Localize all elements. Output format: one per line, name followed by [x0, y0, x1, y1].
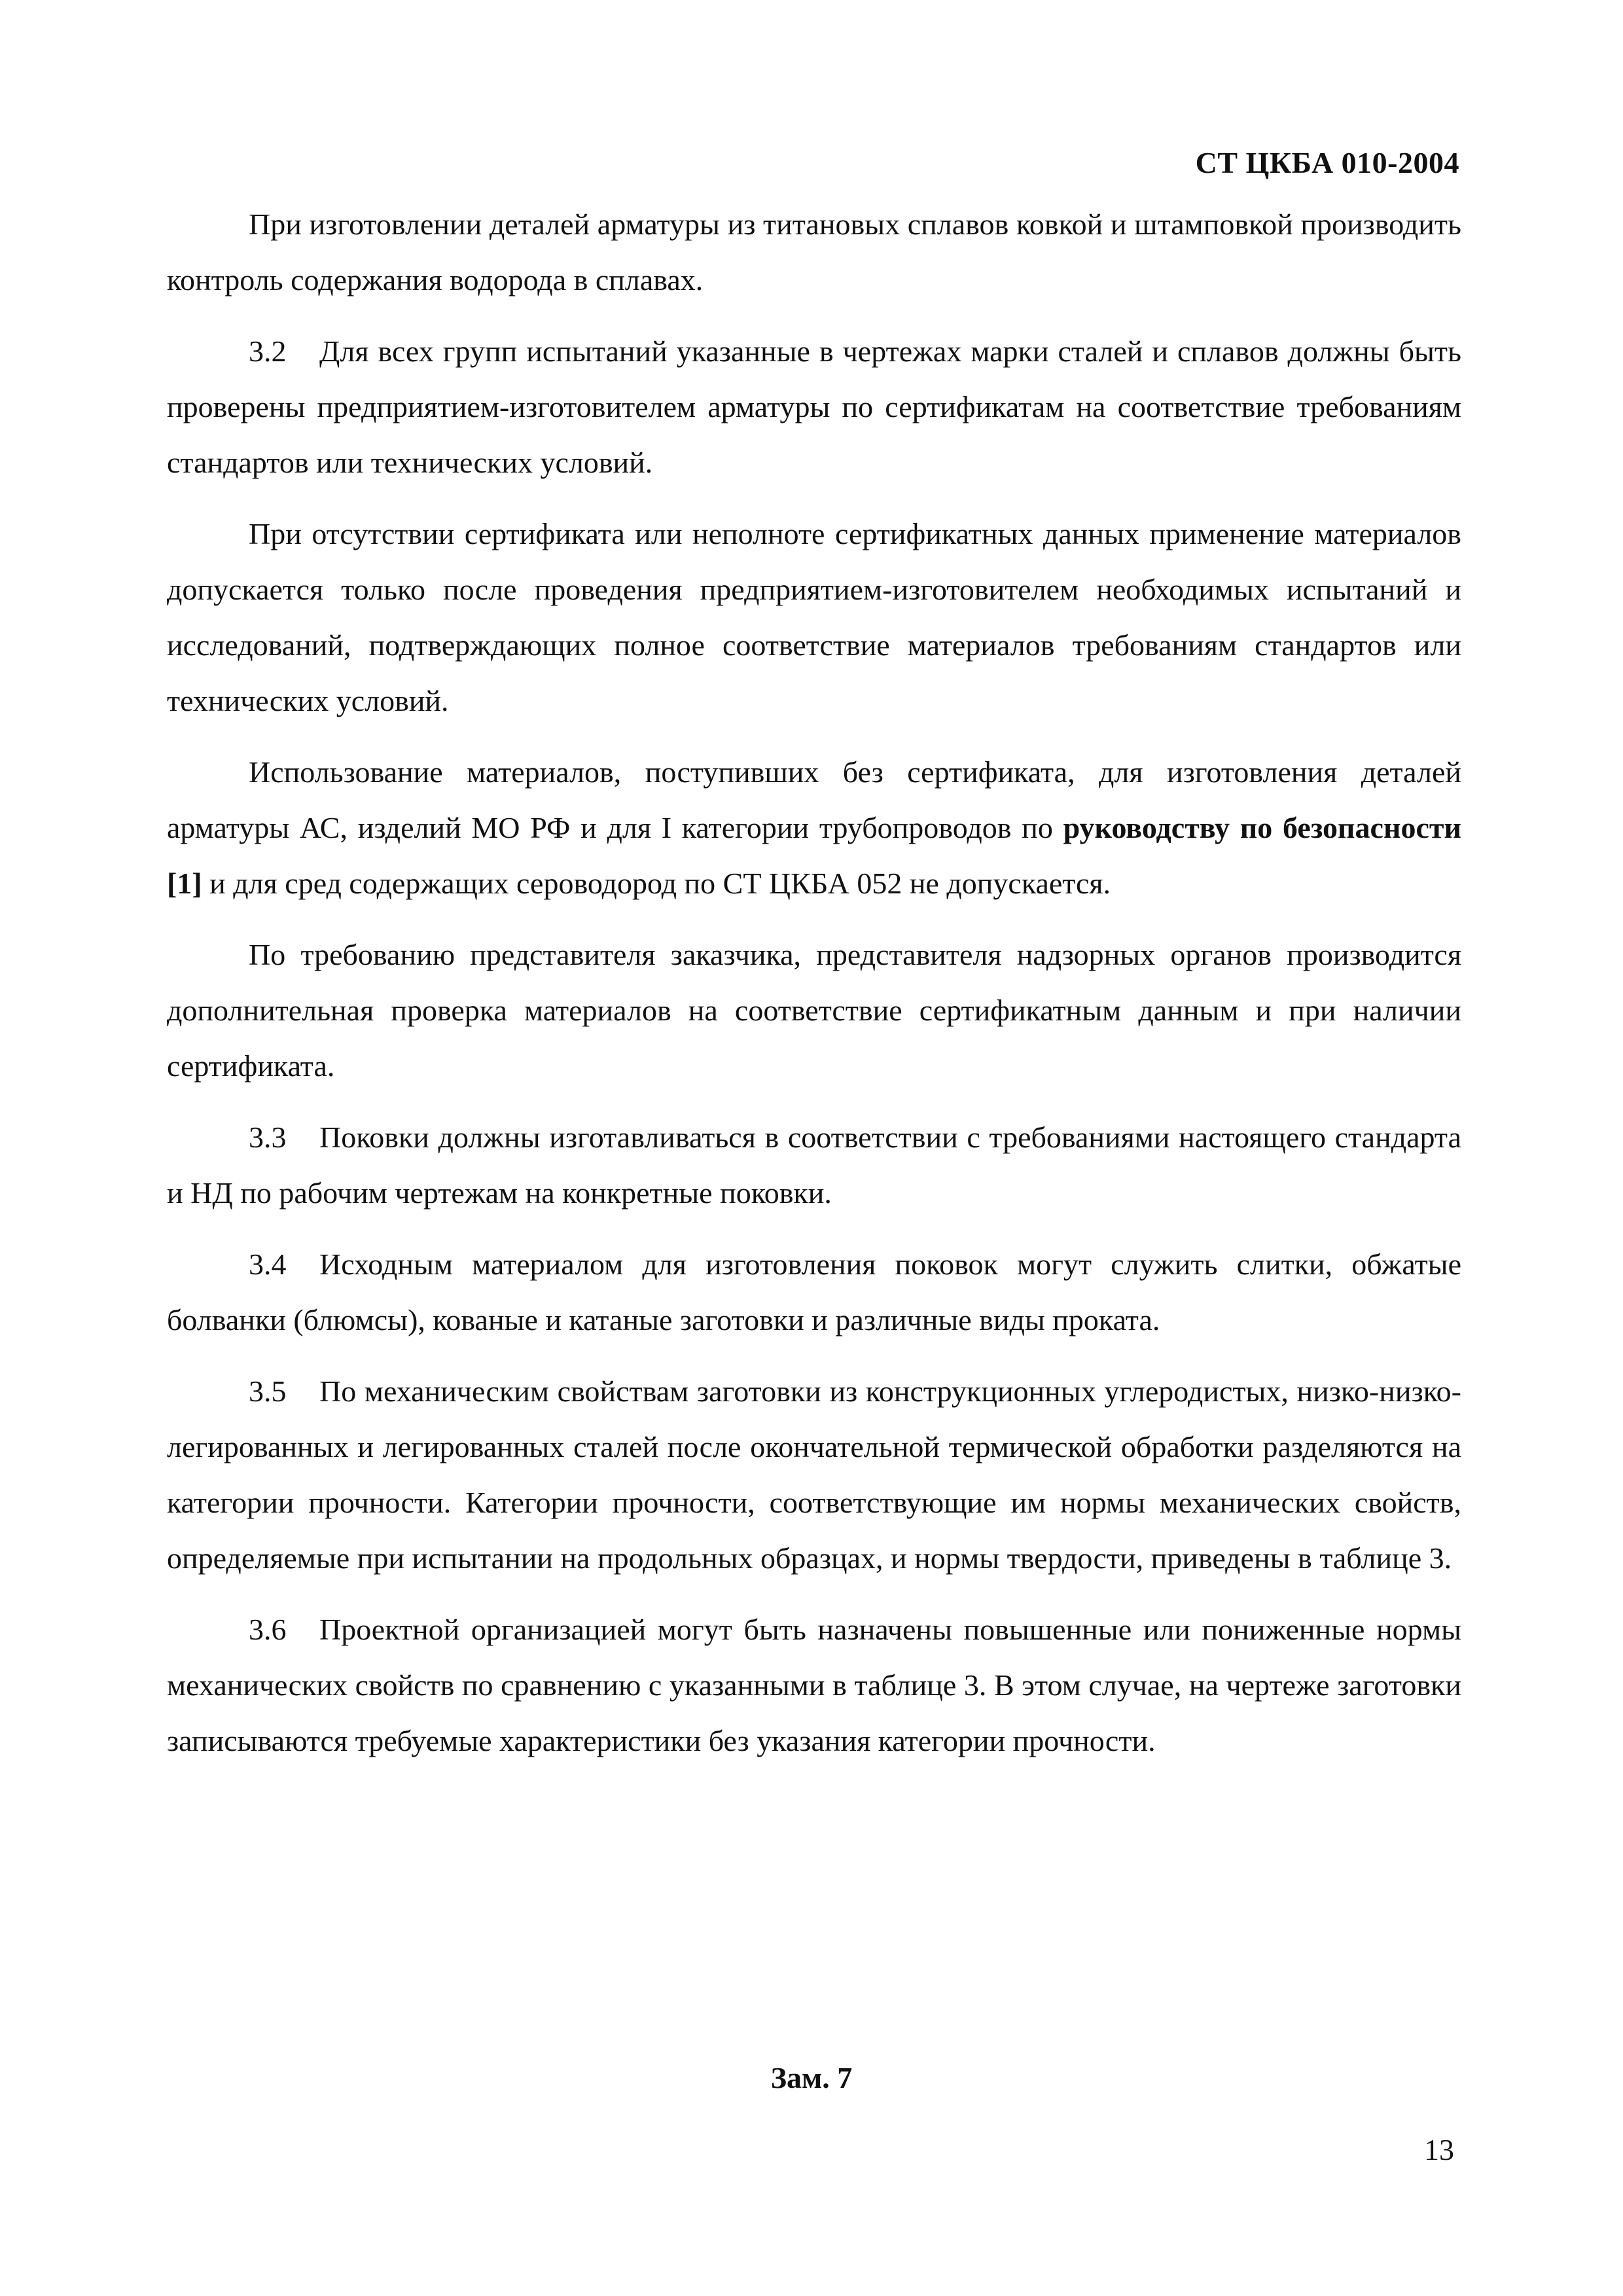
paragraph-uncertified-materials [167, 744, 1461, 911]
document-code: СТ ЦКБА 010-2004 [1195, 146, 1459, 179]
clause-text: По механическим свойствам заготовки из конструкционных углеродистых, низко-низко-легированных и легированных сталей после окончательной термической обработки разделяются на категории прочности. Категории прочности, соответствующие им нормы механических свойств, определяемые при испытании на продольных образцах, и нормы твердости, приведены в таблице 3. [167, 1374, 1461, 1575]
clause-number: 3.5 [249, 1374, 287, 1408]
clause-number: 3.2 [249, 334, 287, 368]
clause-number: 3.4 [249, 1247, 287, 1281]
paragraph-3-2 [167, 323, 1461, 490]
paragraph-customer-check: По требованию представителя заказчика, представителя надзорных органов производится дополнительная проверка материалов на соответствие сертификатным данным и при наличии сертификата. [167, 938, 1461, 1083]
paragraph-3-4 [167, 1236, 1461, 1348]
clause-text: Поковки должны изготавливаться в соответствии с требованиями настоящего стандарта и НД по рабочим чертежам на конкретные поковки. [167, 1121, 1461, 1210]
change-mark: Зам. 7 [770, 2061, 853, 2094]
paragraph-3-5 [167, 1363, 1461, 1586]
page-number: 13 [1424, 2133, 1454, 2166]
safety-guide-reference: руководству по безопасности [1] [167, 811, 1461, 900]
clause-text: Проектной организацией могут быть назначены повышенные или пониженные нормы механических свойств по сравнению с указанными в таблице 3. В этом случае, на чертеже заготовки записываются требуемые характеристики без указания категории прочности. [167, 1613, 1461, 1757]
paragraph-titanium-hydrogen: При изготовлении деталей арматуры из титановых сплавов ковкой и штамповкой производить контроль содержания водорода в сплавах. [167, 207, 1461, 296]
clause-text: Исходным материалом для изготовления поковок могут служить слитки, обжатые болванки (блюмсы), кованые и катаные заготовки и различные виды проката. [167, 1247, 1461, 1336]
paragraph-missing-certificate: При отсутствии сертификата или неполноте сертификатных данных применение материалов допускается только после проведения предприятием-изготовителем необходимых испытаний и исследований, подтверждающих полное соответствие материалов требованиям стандартов или технических условий. [167, 517, 1461, 717]
text-segment: и для сред содержащих сероводород по СТ ЦКБА 052 не допускается. [209, 867, 1111, 900]
clause-number: 3.3 [249, 1121, 287, 1154]
paragraph-3-3 [167, 1109, 1461, 1221]
text-segment: Использование материалов, поступивших без сертификата, для изготовления деталей арматуры АС, изделий МО РФ и для I категории трубопроводов по [167, 755, 1461, 844]
clause-text: Для всех групп испытаний указанные в чертежах марки сталей и сплавов должны быть проверены предприятием-изготовителем арматуры по сертификатам на соответствие требованиям стандартов или технических условий. [167, 334, 1461, 479]
paragraph-3-6 [167, 1602, 1461, 1768]
clause-number: 3.6 [249, 1613, 287, 1646]
document-body [167, 196, 1461, 1784]
